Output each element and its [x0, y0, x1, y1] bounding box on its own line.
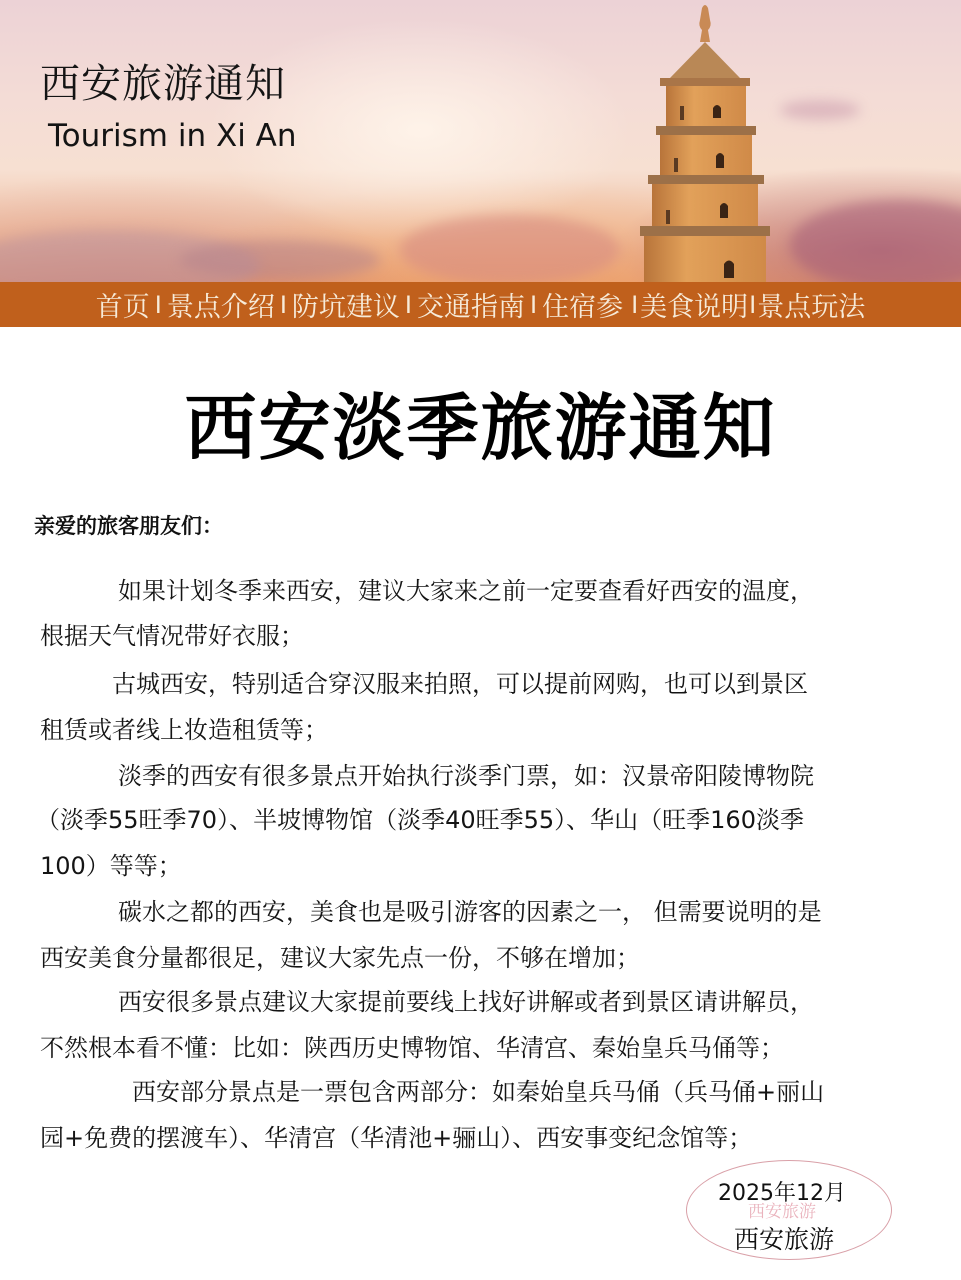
nav-item-home[interactable]: 首页 [95, 292, 150, 323]
nav-separator: I [154, 290, 162, 319]
nav-bar [0, 282, 961, 327]
nav-separator: I [530, 290, 538, 319]
cloud-decoration [180, 240, 380, 280]
stamp-date: 2025年12月 [718, 1181, 846, 1206]
paragraph-line: 古城西安，特别适合穿汉服来拍照，可以提前网购，也可以到景区 [112, 670, 808, 698]
paragraph-line: 西安部分景点是一票包含两部分：如秦始皇兵马俑（兵马俑+丽山 [132, 1078, 825, 1106]
paragraph-line: 100）等等； [40, 852, 182, 880]
paragraph-line: 淡季的西安有很多景点开始执行淡季门票，如：汉景帝阳陵博物院 [118, 762, 814, 790]
nav-separator: I [279, 290, 287, 319]
nav-separator: I [749, 290, 757, 319]
nav-item-food[interactable]: 美食说明 [640, 292, 749, 323]
nav-separator: I [404, 290, 412, 319]
hero-subtitle: Tourism in Xi An [48, 118, 297, 154]
nav-item-itinerary[interactable]: 景点玩法 [757, 292, 866, 323]
paragraph-line: 不然根本看不懂：比如：陕西历史博物馆、华清宫、秦始皇兵马俑等； [40, 1034, 784, 1062]
nav-item-lodging[interactable]: 住宿参 [542, 292, 624, 323]
paragraph-line: （淡季55旺季70）、半坡博物馆（淡季40旺季55）、华山（旺季160淡季 [36, 806, 804, 834]
nav-item-scam-tips[interactable]: 防坑建议 [291, 292, 400, 323]
hero-title: 西安旅游通知 [40, 61, 286, 107]
nav-item-attractions[interactable]: 景点介绍 [166, 292, 275, 323]
nav-separator: I [631, 290, 639, 319]
cloud-decoration [400, 215, 620, 282]
paragraph-line: 租赁或者线上妆造租赁等； [40, 716, 328, 744]
paragraph-line: 西安很多景点建议大家提前要线上找好讲解或者到景区请讲解员， [118, 988, 814, 1016]
page-title: 西安淡季旅游通知 [184, 386, 777, 470]
greeting: 亲爱的旅客朋友们： [34, 514, 223, 538]
hero-banner [0, 0, 961, 282]
paragraph-line: 西安美食分量都很足，建议大家先点一份，不够在增加； [40, 944, 640, 972]
pagoda-icon [600, 0, 830, 282]
nav-item-transport[interactable]: 交通指南 [417, 292, 525, 323]
paragraph-line: 如果计划冬季来西安，建议大家来之前一定要查看好西安的温度， [118, 577, 814, 605]
paragraph-line: 园+免费的摆渡车）、华清宫（华清池+骊山）、西安事变纪念馆等； [40, 1124, 753, 1152]
stamp-organization: 西安旅游 [734, 1225, 835, 1254]
paragraph-line: 碳水之都的西安，美食也是吸引游客的因素之一， 但需要说明的是 [118, 898, 822, 926]
stamp-watermark: 西安旅游 [748, 1202, 816, 1222]
paragraph-line: 根据天气情况带好衣服； [40, 622, 304, 650]
